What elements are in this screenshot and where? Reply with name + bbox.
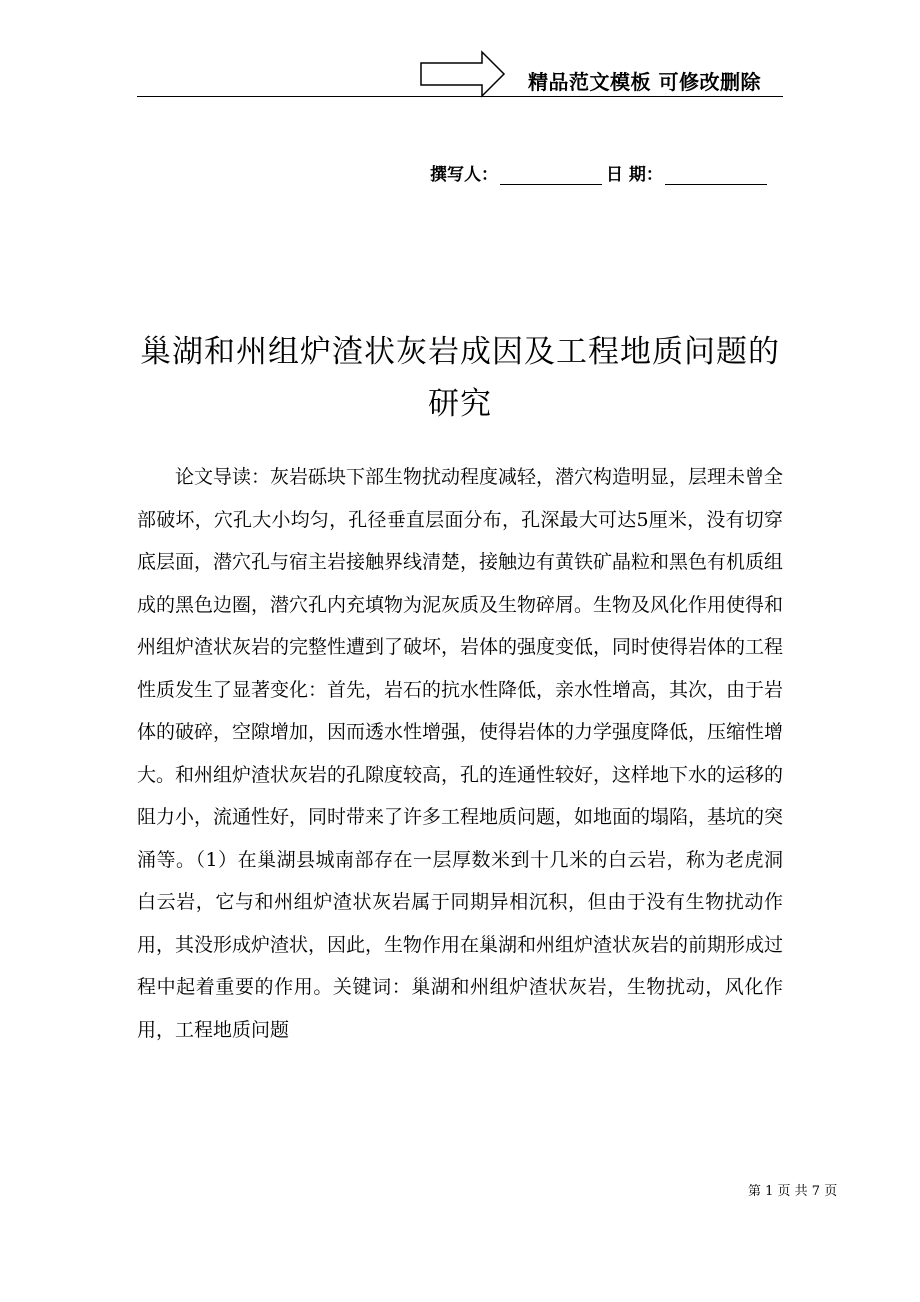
date-label: 日 期： [606,165,663,185]
author-label: 撰写人： [430,165,498,185]
abstract-paragraph: 论文导读：灰岩砾块下部生物扰动程度减轻，潜穴构造明显，层理未曾全部破坏，穴孔大小均匀，孔径垂直层面分布，孔深最大可达5厘米，没有切穿底层面，潜穴孔与宿主岩接触界线清楚，接触边有黄铁矿晶粒和黑色有机质组成的黑色边圈，潜穴孔内充填物为泥灰质及生物碎屑。生物及风化作用使得和州组炉渣状灰岩的完整性遭到了破坏，岩体的强度变低，同时使得岩体的工程性质发生了显著变化：首先，岩石的抗水性降低，亲水性增高，其次，由于岩体的破碎，空隙增加，因而透水性增强，使得岩体的力学强度降低，压缩性增大。和州组炉渣状灰岩的孔隙度较高，孔的连通性较好，这样地下水的运移的阻力小，流通性好，同时带来了许多工程地质问题，如地面的塌陷，基坑的突涌等。（1）在巢湖县城南部存在一层厚数米到十几米的白云岩，称为老虎洞白云岩，它与和州组炉渣状灰岩属于同期异相沉积，但由于没有生物扰动作用，其没形成炉渣状，因此，生物作用在巢湖和州组炉渣状灰岩的前期形成过程中起着重要的作用。关键词：巢湖和州组炉渣状灰岩，生物扰动，风化作用，工程地质问题 [137,466,784,1041]
author-blank-line [500,166,602,185]
byline [430,160,790,185]
date-blank-line [665,166,767,185]
header-label: 精品范文模板 可修改删除 [528,70,761,94]
header-divider [137,96,783,97]
page-number: 第 1 页 共 7 页 [748,1184,838,1199]
arrow-icon [420,50,506,98]
document-title: 巢湖和州组炉渣状灰岩成因及工程地质问题的研究 [140,334,780,422]
